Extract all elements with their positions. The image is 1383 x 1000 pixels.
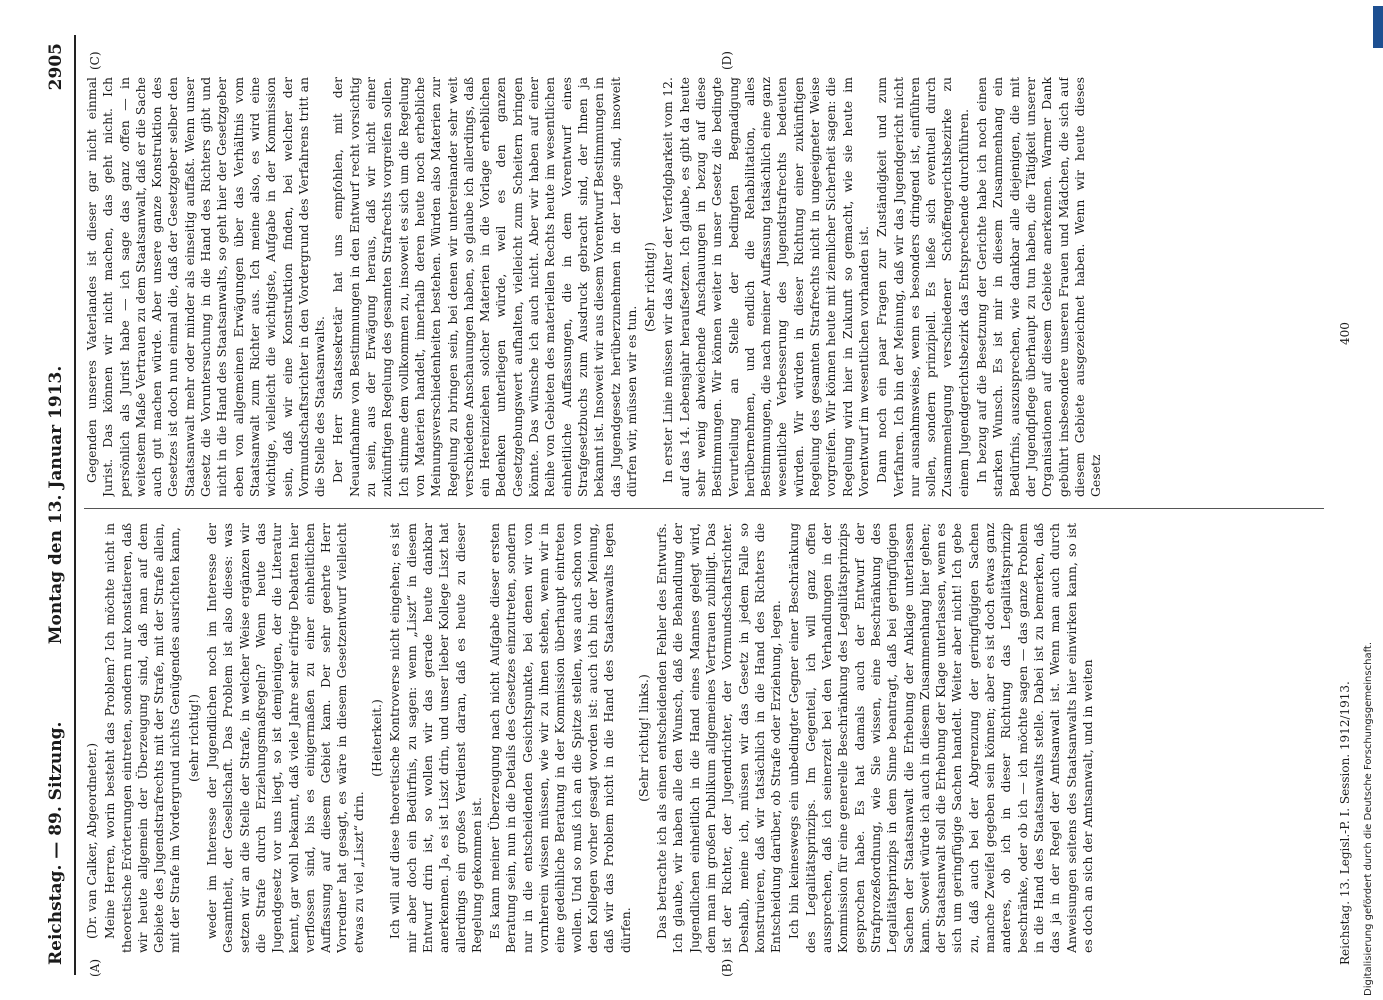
margin-marker-c: (C): [88, 51, 102, 70]
header-page-number: 2905: [46, 43, 66, 91]
paragraph: In erster Linie müssen wir das Alter der Verfolgbarkeit vom 12. auf das 14. Lebensjahr heraufsetzen. Ich glaube, es gibt da heute sehr wenig abweichende Anschauungen in bezug auf diese Bestimmungen. Wir können weiter in unser Gesetz die bedingte Verurteilung an Stelle der bedingten Begnadigung herübernehmen, und endlich die Rehabilitation, alles Bestimmungen, die nach meiner Auffassung tatsächlich eine ganz wesentliche Verbesserung des Jugendstrafrechts bedeuten würden. Wir würden in dieser Richtung einer zukünftigen Regelung des gesamten Strafrechts nicht in ungeeigneter Weise vorgreifen. Wir können heute mit ziemlicher Sicherheit sagen: die Regelung wird hier in Zukunft so gemacht, wie sie heute im Vorentwurf im wesentlichen vorhanden ist.: [660, 77, 871, 497]
rotated-document-page: [40, 35, 1380, 975]
page-footer: Reichstag. 13. Legisl.-P. I. Session. 1912/1913.: [1338, 681, 1352, 965]
dfg-logo-strip: [1373, 6, 1383, 48]
digitization-note: Digitalisierung gefördert durch die Deutsche Forschungsgemeinschaft.: [1363, 641, 1374, 996]
paragraph: Ich bin keineswegs ein unbedingter Gegner einer Beschränkung des Legalitätsprinzips. Im Gegenteil, ich will ganz offen aussprechen, daß ich seinerzeit bei den Verhandlungen in der Kommission für eine generelle Beschränkung des Legalitätsprinzips gesprochen habe. Es hat damals auch der Entwurf der Strafprozeßordnung, wie Sie wissen, eine Beschränkung des Legalitätsprinzips in dem Sinne beantragt, daß bei geringfügigen Sachen der Staatsanwalt die Erhebung der Anklage unterlassen kann. Soweit würde ich auch in diesem Zusammenhang hier gehen; der Staatsanwalt soll die Erhebung der Klage unterlassen, wenn es sich um geringfügige Sachen handelt. Weiter aber nicht! Ich gebe zu, daß auch bei der Abgrenzung der geringfügigen Sachen manche Zweifel gegeben sein können; aber es ist doch etwas ganz anderes, ob ich in dieser Richtung das Legalitätsprinzip beschränke, oder ob ich — ich möchte sagen — das ganze Problem in die Hand des Staatsanwalts stelle. Dabei ist zu bemerken, daß das ja in der Regel der Amtsanwalt ist. Wenn man auch durch Anweisungen seitens des Staatsanwalts hier einwirken kann, so ist es doch an sich der Amtsanwalt, und in weiten: [786, 523, 1095, 953]
paragraph: In bezug auf die Besetzung der Gerichte habe ich noch einen starken Wunsch. Es ist mir in diesem Zusammenhang ein Bedürfnis, auszusprechen, wie dankbar alle diejenigen, die mit der Jugendpflege überhaupt zu tun haben, die Tätigkeit unserer Organisationen auf diesem Gebiete anerkennen. Warmer Dank gebührt insbesondere unseren Frauen und Mädchen, die sich auf diesem Gebiete ausgezeichnet haben. Wenn wir heute dieses Gesetz: [974, 77, 1104, 497]
paragraph: Meine Herren, worin besteht das Problem? Ich möchte nicht in theoretische Erörterungen eintreten, sondern nur konstatieren, daß wir heute allgemein der Überzeugung sind, daß man auf dem Gebiete des Jugendstrafrechts mit der Strafe, mit der Strafe allein, mit der Strafe im Vordergrund nichts Genügendes ausrichten kann,: [102, 523, 183, 953]
paragraph: Der Herr Staatssekretär hat uns empfohlen, mit der Neuaufnahme von Bestimmungen in den Entwurf recht vorsichtig zu sein, aus der Erwägung heraus, daß wir nicht einer zukünftigen Regelung des gesamten Strafrechts vorgreifen sollen. Ich stimme dem vollkommen zu, insoweit es sich um die Regelung von Materien handelt, innerhalb deren heute noch erhebliche Meinungsverschiedenheiten bestehen. Würden also Materien zur Regelung zu bringen sein, bei denen wir untereinander sehr weit verschiedene Anschauungen haben, so glaube ich allerdings, daß ein Hereinziehen solcher Materien in die Vorlage erheblichen Bedenken unterliegen würde, weil es den ganzen Gesetzgebungswert aufhalten, vielleicht zum Scheitern bringen könnte. Das wünsche ich auch nicht. Aber wir haben auf einer Reihe von Gebieten des materiellen Rechts heute im wesentlichen einheitliche Auffassungen, die in dem Vorentwurf eines Strafgesetzbuchs zum Ausdruck gebracht sind, der Ihnen ja bekannt ist. Insoweit wir aus diesem Vorentwurf Bestimmungen in das Jugendgesetz herüberzunehmen in der Lage sind, insoweit dürfen wir, müssen wir es tun.: [330, 77, 639, 497]
paragraph: Dann noch ein paar Fragen zur Zuständigkeit und zum Verfahren. Ich bin der Meinung, daß wir das Jugendgericht nicht nur ausnahmsweise, wenn es besonders dringend ist, einführen sollen, sondern prinzipiell. Es ließe sich eventuell durch Zusammenlegung verschiedener Schöffengerichtsbezirke zu einem Jugendgerichtsbezirk das Entsprechende durchführen.: [874, 77, 971, 497]
paragraph: Das betrachte ich als einen entscheidenden Fehler des Entwurfs. Ich glaube, wir haben alle den Wunsch, daß die Behandlung der Jugendlichen einheitlich in die Hand eines Mannes gelegt wird, dem man im großen Publikum allgemeines Vertrauen zubilligt. Das ist der Richter, der Jugendrichter, der Vormundschaftsrichter. Deshalb, meine ich, müssen wir das Gesetz in jedem Falle so konstruieren, daß wir tatsächlich in die Hand des Richters die Entscheidung darüber, ob Strafe oder Erziehung, legen.: [654, 523, 784, 953]
paragraph: (Dr. van Calker, Abgeordneter.): [84, 742, 99, 939]
text-column-left: [84, 523, 1334, 953]
column-divider: [84, 508, 1324, 509]
paragraph: weder im Interesse der Jugendlichen noch im Interesse der Gesamtheit, der Gesellschaft. Das Problem ist also dieses: was setzen wir an die Stelle der Strafe, in welcher Weise ergänzen wir die Strafe durch Erziehungsmaßregeln? Wenn heute das Jugendgesetz vor uns liegt, so ist demjenigen, der die Literatur kennt, gar wohl bekannt, daß viele Jahre sehr eifrige Debatten hier verflossen sind, bis es einigermaßen zu einer einheitlichen Auffassung auf diesem Gebiet kam. Der sehr geehrte Herr Vorredner hat gesagt, es wäre in diesem Gesetzentwurf vielleicht etwas zu viel „Liszt“ drin.: [204, 523, 366, 953]
header-session: Reichstag. — 89. Sitzung.: [46, 721, 66, 965]
paragraph: Es kann meiner Überzeugung nach nicht Aufgabe dieser ersten Beratung sein, nun in die Details des Gesetzes einzutreten, sondern nur in die entscheidenden Gesichtspunkte, bei denen wir von vornherein wissen müssen, wie wir zu ihnen stehen, wenn wir in eine gedeihliche Beratung in der Kommission überhaupt eintreten wollen. Und so muß ich an die Spitze stellen, was auch schon von den Kollegen vorher gesagt worden ist: auch ich bin der Meinung, daß wir das Problem nicht in die Hand des Staatsanwalts legen dürfen.: [487, 523, 633, 953]
margin-marker-b: (B): [720, 958, 734, 977]
margin-marker-d: (D): [720, 51, 734, 70]
header-date: Montag den 13. Januar 1913.: [46, 365, 66, 645]
paragraph: Gegenden unseres Vaterlandes ist dieser gar nicht einmal Jurist. Das können wir nicht machen, das geht nicht. Ich persönlich als Jurist habe — ich sage das ganz offen — in weitestem Maße Vertrauen zu dem Staatsanwalt, daß er die Sache auch gut machen würde. Aber unsere ganze Konstruktion des Gesetzes ist doch nun einmal die, daß der Gesetzgeber selber den Staatsanwalt mehr oder minder als einseitig auffaßt. Wenn unser Gesetz die Voruntersuchung in die Hand des Richters gibt und nicht in die Hand des Staatsanwalts, so geht hier der Gesetzgeber eben von allgemeinen Erwägungen über das Verhältnis vom Staatsanwalt zum Richter aus. Ich meine also, es wird eine wichtige, vielleicht die wichtigste, Aufgabe in der Kommission sein, daß wir eine Konstruktion finden, bei welcher der Vormundschaftsrichter in den Vordergrund des Verfahrens tritt an die Stelle des Staatsanwalts.: [84, 77, 328, 497]
text-column-right: [84, 77, 1334, 497]
paragraph: Ich will auf diese theoretische Kontroverse nicht eingehen; es ist mir aber doch ein Bedürfnis, zu sagen: wenn „Liszt“ in diesem Entwurf drin ist, so wollen wir das gerade heute dankbar anerkennen. Ja, es ist Liszt drin, und unser lieber Kollege Liszt hat allerdings ein großes Verdienst daran, daß es heute zu dieser Regelung gekommen ist.: [387, 523, 484, 953]
page-sequence-number: 400: [1338, 322, 1352, 345]
header-rule: [74, 35, 76, 975]
paragraph: (Sehr richtig!): [642, 242, 658, 332]
paragraph: (Sehr richtig! links.): [635, 674, 651, 802]
paragraph: (sehr richtig!): [185, 694, 201, 782]
margin-marker-a: (A): [88, 958, 102, 977]
page-header: [40, 35, 74, 975]
paragraph: (Heiterkeit.): [369, 699, 385, 777]
